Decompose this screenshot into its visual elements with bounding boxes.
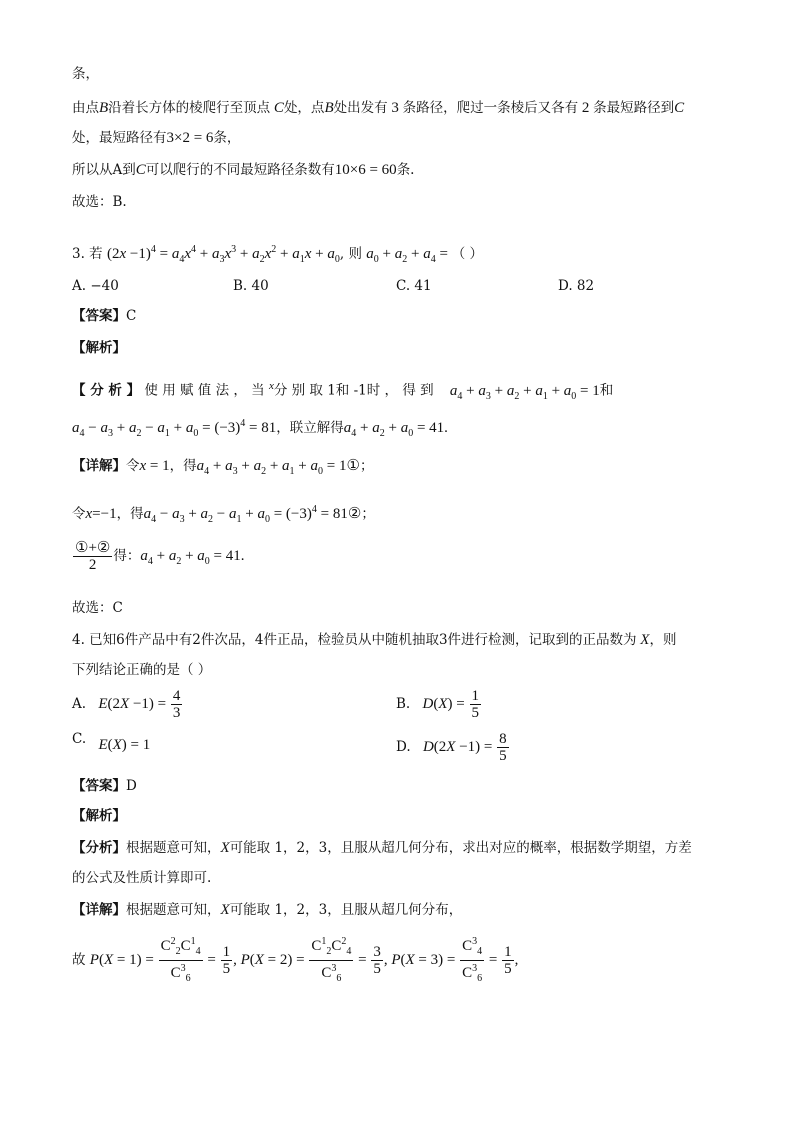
fraction: $\frac{3}{5}$ [373,944,381,977]
text: ，则 [649,632,677,648]
text: 根据题意可知， [126,840,221,856]
fraction: $\frac{1}{5}$ [471,688,479,721]
math: C [135,162,146,178]
text-line [72,900,462,920]
text: D. [396,739,411,755]
text: 故选：C [72,600,123,616]
fraction: $\frac{C^2_2C^1_4}{C^3_6}$ [160,936,201,984]
analysis-heading [72,806,126,826]
text: 4. 已知6件产品中有2件次品，4件正品，检验员从中随机抽取3件进行检测，记取到的正品数为 [72,632,637,648]
math: X [220,902,230,918]
fraction: $\frac{C^3_4}{C^3_6}$ [462,936,483,984]
math: B [324,100,334,116]
option-b: B. 40 [233,278,269,294]
option-b [396,688,482,721]
answer-value: D [126,778,137,794]
text: 使 用 赋 值 法 ， 当 [144,382,265,399]
math: = [203,952,220,968]
math: $a_4 + a_3 + a_2 + a_1 + a_0 = 1$ [449,382,600,402]
option-c: C. 41 [396,278,432,294]
text: 得： [113,548,141,564]
math: D(2X −1) = [422,739,497,755]
analysis-tag: 【解析】 [72,808,126,824]
answer-tag: 【答案】 [72,308,126,324]
math: 3×2 = 6 [166,130,214,146]
math: E(2X −1) = [98,696,170,712]
text-line [72,540,245,573]
fraction: $\frac{C^1_2C^2_4}{C^3_6}$ [311,936,352,984]
question-4 [72,630,676,650]
text: 条， [213,130,241,146]
math: $a_4 - a_3 + a_2 - a_1 + a_0 = (-3)^4$ = 81② [143,504,362,525]
text-line [72,838,692,858]
answer-line [72,776,137,796]
text: 条， [72,66,99,82]
math: , P(X = 2) = [233,952,309,968]
text: 可能取 1，2，3，且服从超几何分布， [229,902,463,918]
math: , [514,952,519,968]
text-line [72,192,127,212]
text: 所以从A到 [72,162,136,178]
text: 处出发有 [333,100,388,116]
text-line [72,64,99,84]
answer-value: C [126,308,137,324]
option-d: D. 82 [558,278,595,294]
math: x [268,380,274,392]
text-line [72,376,613,407]
text: 令 [126,458,140,474]
math: C [270,100,284,116]
analysis-tag: 【解析】 [72,340,126,356]
text: 的公式及性质计算即可. [72,870,212,886]
math: = [485,952,502,968]
math: $a_0 + a_2 + a_4$ = [366,246,452,265]
text: B. [396,696,411,712]
text: 由点 [72,100,99,116]
math: $a_4 - a_3 + a_2 - a_1 + a_0 = (-3)^4 = 81$ [72,418,277,439]
text: 可以爬行的不同最短路径条数有 [145,162,335,178]
text-line [72,868,211,888]
math: $a_4 + a_3 + a_2 + a_1 + a_0$ = 1① [196,458,360,477]
text: 故 [72,952,86,968]
math: 10×6 = 60 [334,162,397,178]
math: B [99,100,109,116]
math: P(X = 1) = [89,952,158,968]
math: 3 [387,100,403,116]
text: 下列结论正确的是（ ） [72,662,212,678]
option-a [72,688,183,721]
text: 条路径，爬过一条棱后又各有 [402,100,579,116]
math: = [354,952,371,968]
detail-tag: 【详解】 [72,902,126,918]
text-line [72,128,240,148]
math: E(X) = 1 [98,737,151,753]
detail-tag: 【详解】 [72,458,126,474]
text: 和 [599,382,614,399]
text: 令 [72,506,86,522]
text: ，得 [116,506,144,522]
text: 沿着长方体的棱爬行至顶点 [108,100,271,116]
fraction: $\frac{1}{5}$ [222,944,231,977]
answer-tag: 【答案】 [72,778,126,794]
math: $a_4 + a_2 + a_0 = 41$. [140,548,245,567]
fraction: $\frac{\text{①+②}}{2}$ [75,540,111,573]
math: $(2x -1)^4 = a_4x^4 + a_3x^3 + a_2x^2 + a_1x + a_0$ [106,244,340,265]
math: x = 1 [139,458,170,474]
text: ，联立解得 [276,420,344,436]
text: （ ） [451,246,483,262]
math: 2 [578,100,594,116]
text: 条. [396,162,415,178]
text-line [72,160,414,180]
math: , P(X = 3) = [383,952,460,968]
text-line [72,934,518,987]
answer-line [72,306,136,326]
text: 可能取 1，2，3，且服从超几何分布，求出对应的概率，根据数学期望，方差 [229,840,692,856]
text: 分 别 取 1和 -1时 ， 得 到 [273,382,434,399]
text: 条最短路径到 [593,100,675,116]
fraction: $\frac{4}{3}$ [172,688,181,721]
math: X [220,840,230,856]
fraction: $\frac{8}{5}$ [499,731,507,764]
math: C [674,100,685,116]
text-line [72,98,684,118]
math: D(X) = [422,696,469,712]
math: x=−1 [85,506,117,522]
text: 故选：B. [72,194,127,210]
text-line [72,598,123,618]
option-a: A. −40 [72,278,119,294]
text: A. [72,696,87,712]
option-c [72,731,151,753]
text: 根据题意可知， [126,902,221,918]
analysis-heading [72,338,126,358]
text: 3. 若 [72,246,103,262]
text: ，得 [169,458,197,474]
math: $a_4 + a_2 + a_0 = 41$. [343,420,448,439]
option-d [396,731,510,764]
text-line [72,414,448,444]
fraction: $\frac{1}{5}$ [504,944,512,977]
fenxi-tag: 【分析】 [72,840,126,856]
fenxi-tag: 【 分 析 】 [72,382,141,399]
text-line: 令x=−1，得$a_4 - a_3 + a_2 - a_1 + a_0 = (-3)^4$ = 81②； [72,504,375,525]
text-line: 【详解】令x = 1，得$a_4 + a_3 + a_2 + a_1 + a_0$ = 1①； [72,458,374,477]
text: 处，点 [283,100,325,116]
text: 处，最短路径有 [72,130,167,146]
text-line [72,660,211,680]
question-3 [72,240,483,270]
text: C. [72,731,87,747]
text: , 则 [339,246,362,262]
math: X [636,632,650,648]
